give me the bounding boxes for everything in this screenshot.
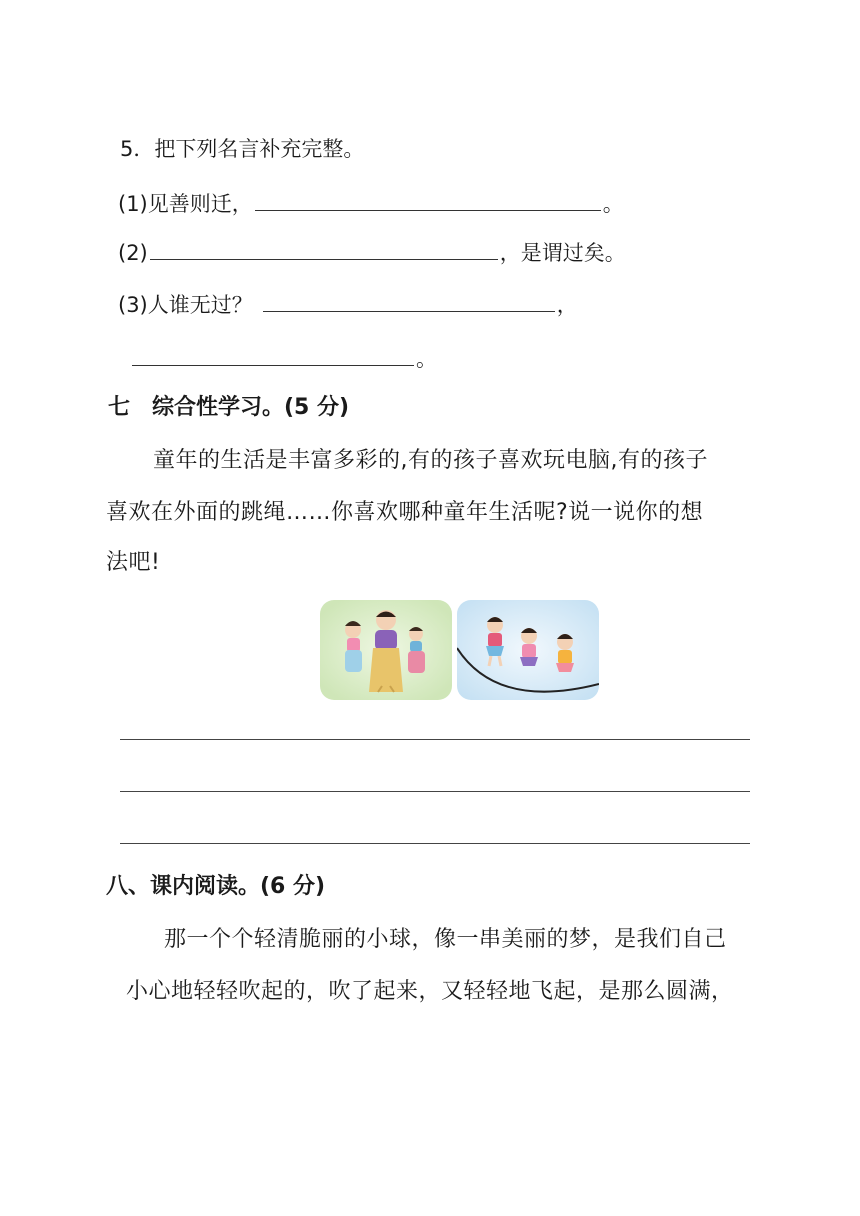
item3-suffix: ， <box>556 293 578 317</box>
answer-blank-3b[interactable] <box>132 345 414 366</box>
q5-heading-text: 5．把下列名言补充完整。 <box>120 137 365 161</box>
s7-para-line-3 <box>106 548 160 578</box>
q5-item-3 <box>118 290 578 320</box>
item1-suffix: 。 <box>602 192 624 216</box>
item2-suffix: ，是谓过矣。 <box>499 241 626 265</box>
q5-item-2 <box>118 238 626 268</box>
s7-para-line-3-text: 法吧! <box>106 550 161 575</box>
s8-para-line-2 <box>126 977 734 1007</box>
answer-blank-1[interactable] <box>255 190 601 211</box>
s7-para-line-2-text: 喜欢在外面的跳绳……你喜欢哪种童年生活呢?说一说你的想 <box>106 500 704 525</box>
s7-para-line-2 <box>106 498 703 528</box>
jump-rope-illustration <box>457 600 599 700</box>
q5-item-1 <box>118 189 624 219</box>
s8-para-line-1-text: 那一个个轻清脆丽的小球，像一串美丽的梦，是我们自己 <box>164 927 727 952</box>
s8-para-line-2-text: 小心地轻轻吹起的，吹了起来，又轻轻地飞起，是那么圆满， <box>126 979 734 1004</box>
s8-para-line-1 <box>164 925 727 955</box>
item1-prefix: (1)见善则迁， <box>118 192 253 216</box>
sack-race-drawing <box>320 600 452 700</box>
section-8-title-text: 八、课内阅读。(6 分) <box>106 874 326 899</box>
jump-rope-drawing <box>457 600 599 700</box>
s7-para-line-1 <box>153 446 708 476</box>
q5-heading <box>120 134 364 164</box>
answer-line-1[interactable] <box>120 739 750 740</box>
answer-blank-3a[interactable] <box>263 291 555 312</box>
s7-para-line-1-text: 童年的生活是丰富多彩的,有的孩子喜欢玩电脑,有的孩子 <box>153 448 708 473</box>
item2-prefix: (2) <box>118 241 148 265</box>
section-7-title-text: 七 综合性学习。(5 分) <box>108 395 350 420</box>
section-7-title <box>108 393 349 423</box>
section-8-title <box>106 872 325 902</box>
item3-prefix: (3)人谁无过？ <box>118 293 253 317</box>
q5-item-3-cont <box>130 344 437 374</box>
item3-cont-suffix: 。 <box>416 347 437 371</box>
sack-race-illustration <box>320 600 452 700</box>
answer-line-2[interactable] <box>120 791 750 792</box>
answer-blank-2[interactable] <box>150 239 498 260</box>
answer-line-3[interactable] <box>120 843 750 844</box>
